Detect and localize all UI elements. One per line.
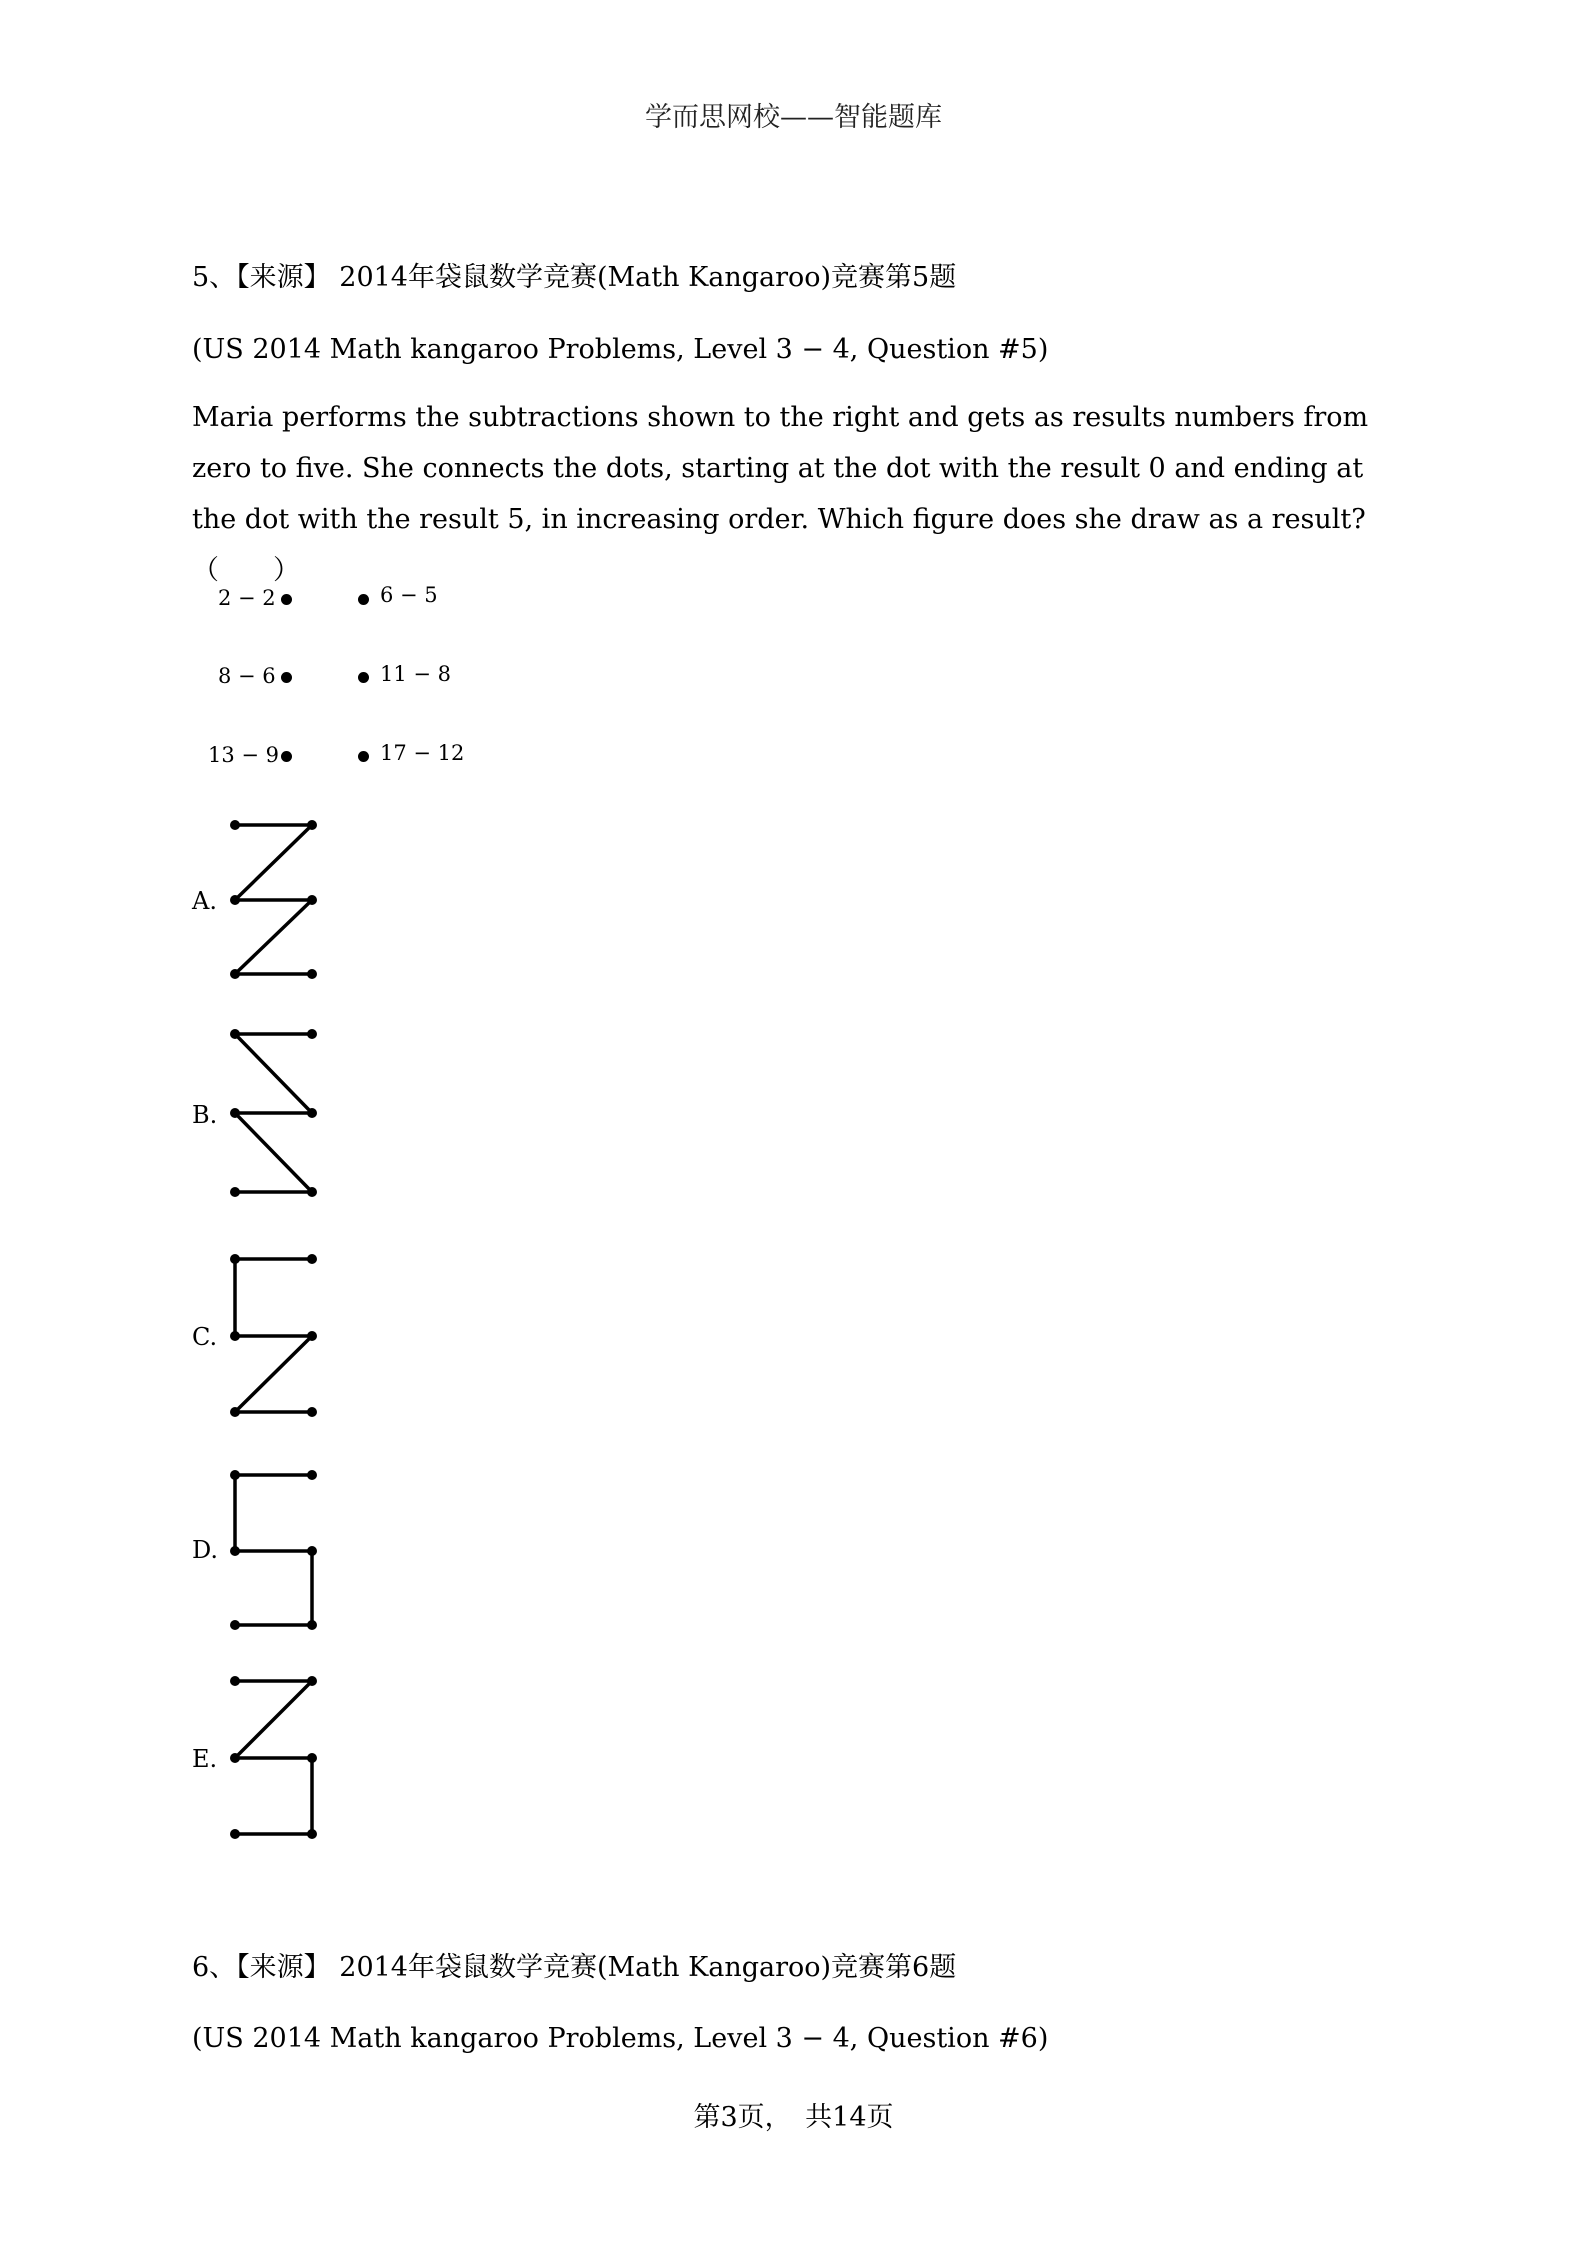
- expr-left-1: 2 − 2: [218, 586, 276, 610]
- question-5-text: Maria performs the subtractions shown to the right and gets as results numbers from zero to five. She connects the dots, starting at the dot with the result 0 and ending at the dot with the result 5, in increasing order. Which figure does she draw as a result?（ ）: [192, 402, 1369, 586]
- option-b-label[interactable]: B.: [192, 1101, 218, 1129]
- expr-left-2: 8 − 6: [218, 664, 276, 688]
- option-b-figure[interactable]: [225, 1027, 325, 1197]
- dot-left-1: [281, 594, 292, 605]
- question-6-reference: (US 2014 Math kangaroo Problems, Level 3 − 4, Question #6): [192, 2023, 1049, 2054]
- option-e-label[interactable]: E.: [192, 1745, 218, 1773]
- dot-right-3: [358, 751, 369, 762]
- expr-left-3: 13 − 9: [208, 743, 280, 767]
- dot-right-2: [358, 672, 369, 683]
- page-footer: 第3页， 共14页: [693, 2102, 894, 2133]
- page-header: 学而思网校——智能题库: [645, 102, 942, 133]
- expr-right-3: 17 − 12: [380, 741, 465, 765]
- question-5-source: 5、【来源】 2014年袋鼠数学竞赛(Math Kangaroo)竞赛第5题: [192, 262, 957, 293]
- option-a-label[interactable]: A.: [192, 887, 217, 915]
- expr-right-2: 11 − 8: [380, 662, 452, 686]
- question-5-reference: (US 2014 Math kangaroo Problems, Level 3 − 4, Question #5): [192, 334, 1049, 365]
- option-e-figure[interactable]: [225, 1674, 325, 1839]
- option-c-figure[interactable]: [225, 1252, 325, 1417]
- option-a-figure[interactable]: [225, 818, 325, 978]
- question-6-source: 6、【来源】 2014年袋鼠数学竞赛(Math Kangaroo)竞赛第6题: [192, 1952, 957, 1983]
- option-d-figure[interactable]: [225, 1468, 325, 1633]
- dot-left-3: [281, 751, 292, 762]
- dot-right-1: [358, 594, 369, 605]
- option-d-label[interactable]: D.: [192, 1536, 219, 1564]
- dot-left-2: [281, 672, 292, 683]
- expr-right-1: 6 − 5: [380, 583, 438, 607]
- option-c-label[interactable]: C.: [192, 1323, 218, 1351]
